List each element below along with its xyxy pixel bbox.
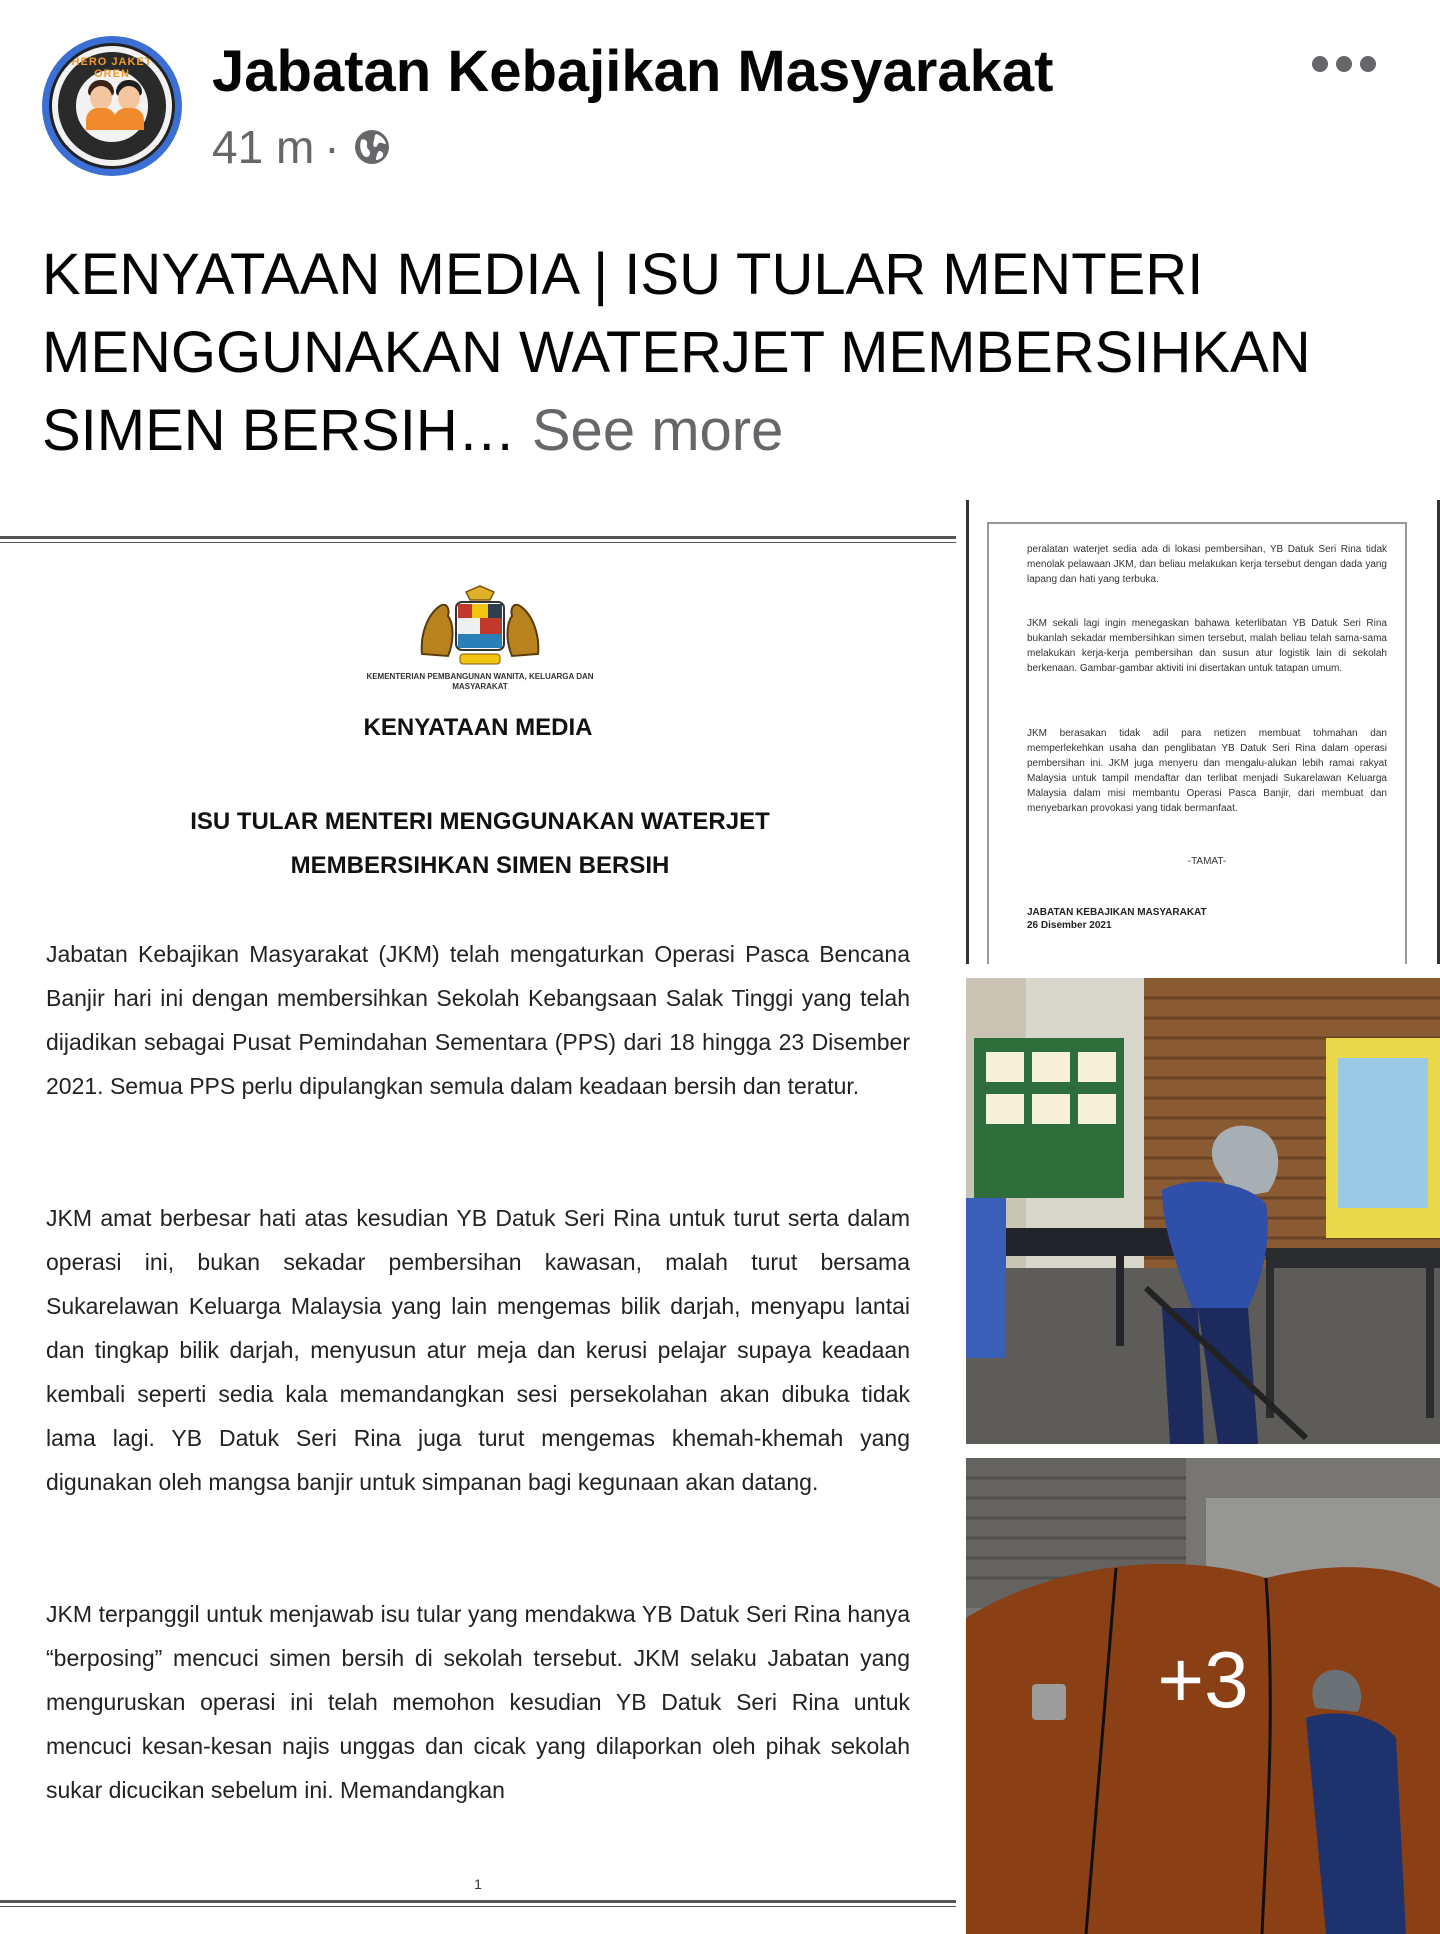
page-name-link[interactable]: Jabatan Kebajikan Masyarakat xyxy=(212,39,1054,104)
document-page-number: 1 xyxy=(474,1876,482,1892)
document-paragraph: JKM terpanggil untuk menjawab isu tular yang mendakwa YB Datuk Seri Rina hanya “berposing” mencuci simen bersih di sekolah tersebut. JKM selaku Jabatan yang menguruskan operasi ini telah memohon kesudian YB Datuk Seri Rina untuk mencuci kesan-kesan najis unggas dan cicak yang dilaporkan oleh pihak sekolah sukar dicucikan sebelum ini. Memandangkan xyxy=(46,1601,910,1803)
document-title xyxy=(100,800,860,888)
document-paragraph: JKM sekali lagi ingin menegaskan bahawa keterlibatan YB Datuk Seri Rina bukanlah sekadar membersihkan simen tersebut, malah beliau telah sama-sama melakukan kerja-kerja pembersihan dan susun atur logistik lain di sekolah berkenaan. Gambar-gambar aktiviti ini disertakan untuk tatapan umum. xyxy=(1027,618,1387,674)
media-photo-tent-packing[interactable] xyxy=(966,1458,1440,1934)
document-paragraph: JKM berasakan tidak adil para netizen membuat tohmahan dan memperlekehkan usaha dan penglibatan YB Datuk Seri Rina dalam operasi pembersihan ini. JKM juga menyeru dan mengalu-alukan lebih ramai rakyat Malaysia untuk tampil mendaftar dan terlibat menjadi Sukarelawan Keluarga Malaysia dalam misi membantu Operasi Pasca Banjir, dari membuat dan menyebarkan provokasi yang tidak bermanfaat. xyxy=(1027,728,1387,814)
document-heading: KENYATAAN MEDIA xyxy=(363,714,593,741)
more-options-icon[interactable] xyxy=(1312,52,1376,76)
document-title-line2: MEMBERSIHKAN SIMEN BERSIH xyxy=(290,852,670,879)
media-photo-classroom-cleaning[interactable] xyxy=(966,978,1440,1444)
document-signature xyxy=(1027,906,1207,932)
caption-text: KENYATAAN MEDIA | ISU TULAR MENTERI MENGGUNAKAN WATERJET MEMBERSIHKAN SIMEN BERSIH… xyxy=(42,242,1311,463)
document-title-line1: ISU TULAR MENTERI MENGGUNAKAN WATERJET xyxy=(190,808,770,835)
document-paragraph: peralatan waterjet sedia ada di lokasi pembersihan, YB Datuk Seri Rina tidak menolak pelawaan JKM, dan beliau melakukan kerja tersebut dengan dada yang lapang dan hati yang terbuka. xyxy=(1027,544,1387,585)
see-more-link[interactable]: See more xyxy=(531,398,784,463)
avatar-logo xyxy=(49,43,175,169)
signature-date: 26 Disember 2021 xyxy=(1027,920,1112,931)
malaysia-coat-of-arms-icon xyxy=(414,584,546,676)
document-paragraph: Jabatan Kebajikan Masyarakat (JKM) telah mengaturkan Operasi Pasca Bencana Banjir hari ini dengan membersihkan Sekolah Kebangsaan Salak Tinggi yang telah dijadikan sebagai Pusat Pemindahan Sementara (PPS) dari 18 hingga 23 Disember 2021. Semua PPS perlu dipulangkan semula dalam keadaan bersih dan teratur. xyxy=(46,941,910,1099)
avatar-person-right xyxy=(118,86,140,110)
document-end-mark: -TAMAT- xyxy=(1187,856,1227,867)
classroom-scene-image xyxy=(966,978,1440,1444)
post-caption xyxy=(42,236,1402,470)
document-paragraph: JKM amat berbesar hati atas kesudian YB Datuk Seri Rina untuk turut serta dalam operasi ini, bukan sekadar pembersihan kawasan, malah turut bersama Sukarelawan Keluarga Malaysia yang lain mengemas bilik darjah, menyapu lantai dan tingkap bilik darjah, menyusun atur meja dan kerusi pelajar supaya keadaan kembali seperti sedia kala memandangkan sesi persekolahan akan dibuka tidak lama lagi. YB Datuk Seri Rina juga turut mengemas khemah-khemah yang digunakan oleh mangsa banjir untuk simpanan bagi kegunaan akan datang. xyxy=(46,1205,910,1495)
page-avatar[interactable] xyxy=(42,36,182,176)
post-meta xyxy=(212,120,392,174)
signature-name: JABATAN KEBAJIKAN MASYARAKAT xyxy=(1027,907,1207,918)
meta-separator: · xyxy=(324,121,340,173)
avatar-logo-text: HERO JAKET OREN xyxy=(71,56,153,80)
media-photo-document-page2[interactable] xyxy=(966,500,1440,964)
media-photo-document-page1[interactable] xyxy=(0,500,956,1934)
more-photos-count: +3 xyxy=(1157,1635,1249,1724)
post-timestamp[interactable]: 41 m xyxy=(212,121,315,173)
ministry-name: KEMENTERIAN PEMBANGUNAN WANITA, KELUARGA DAN MASYARAKAT xyxy=(366,672,594,691)
globe-icon xyxy=(352,127,392,167)
avatar-person-left xyxy=(90,86,112,110)
